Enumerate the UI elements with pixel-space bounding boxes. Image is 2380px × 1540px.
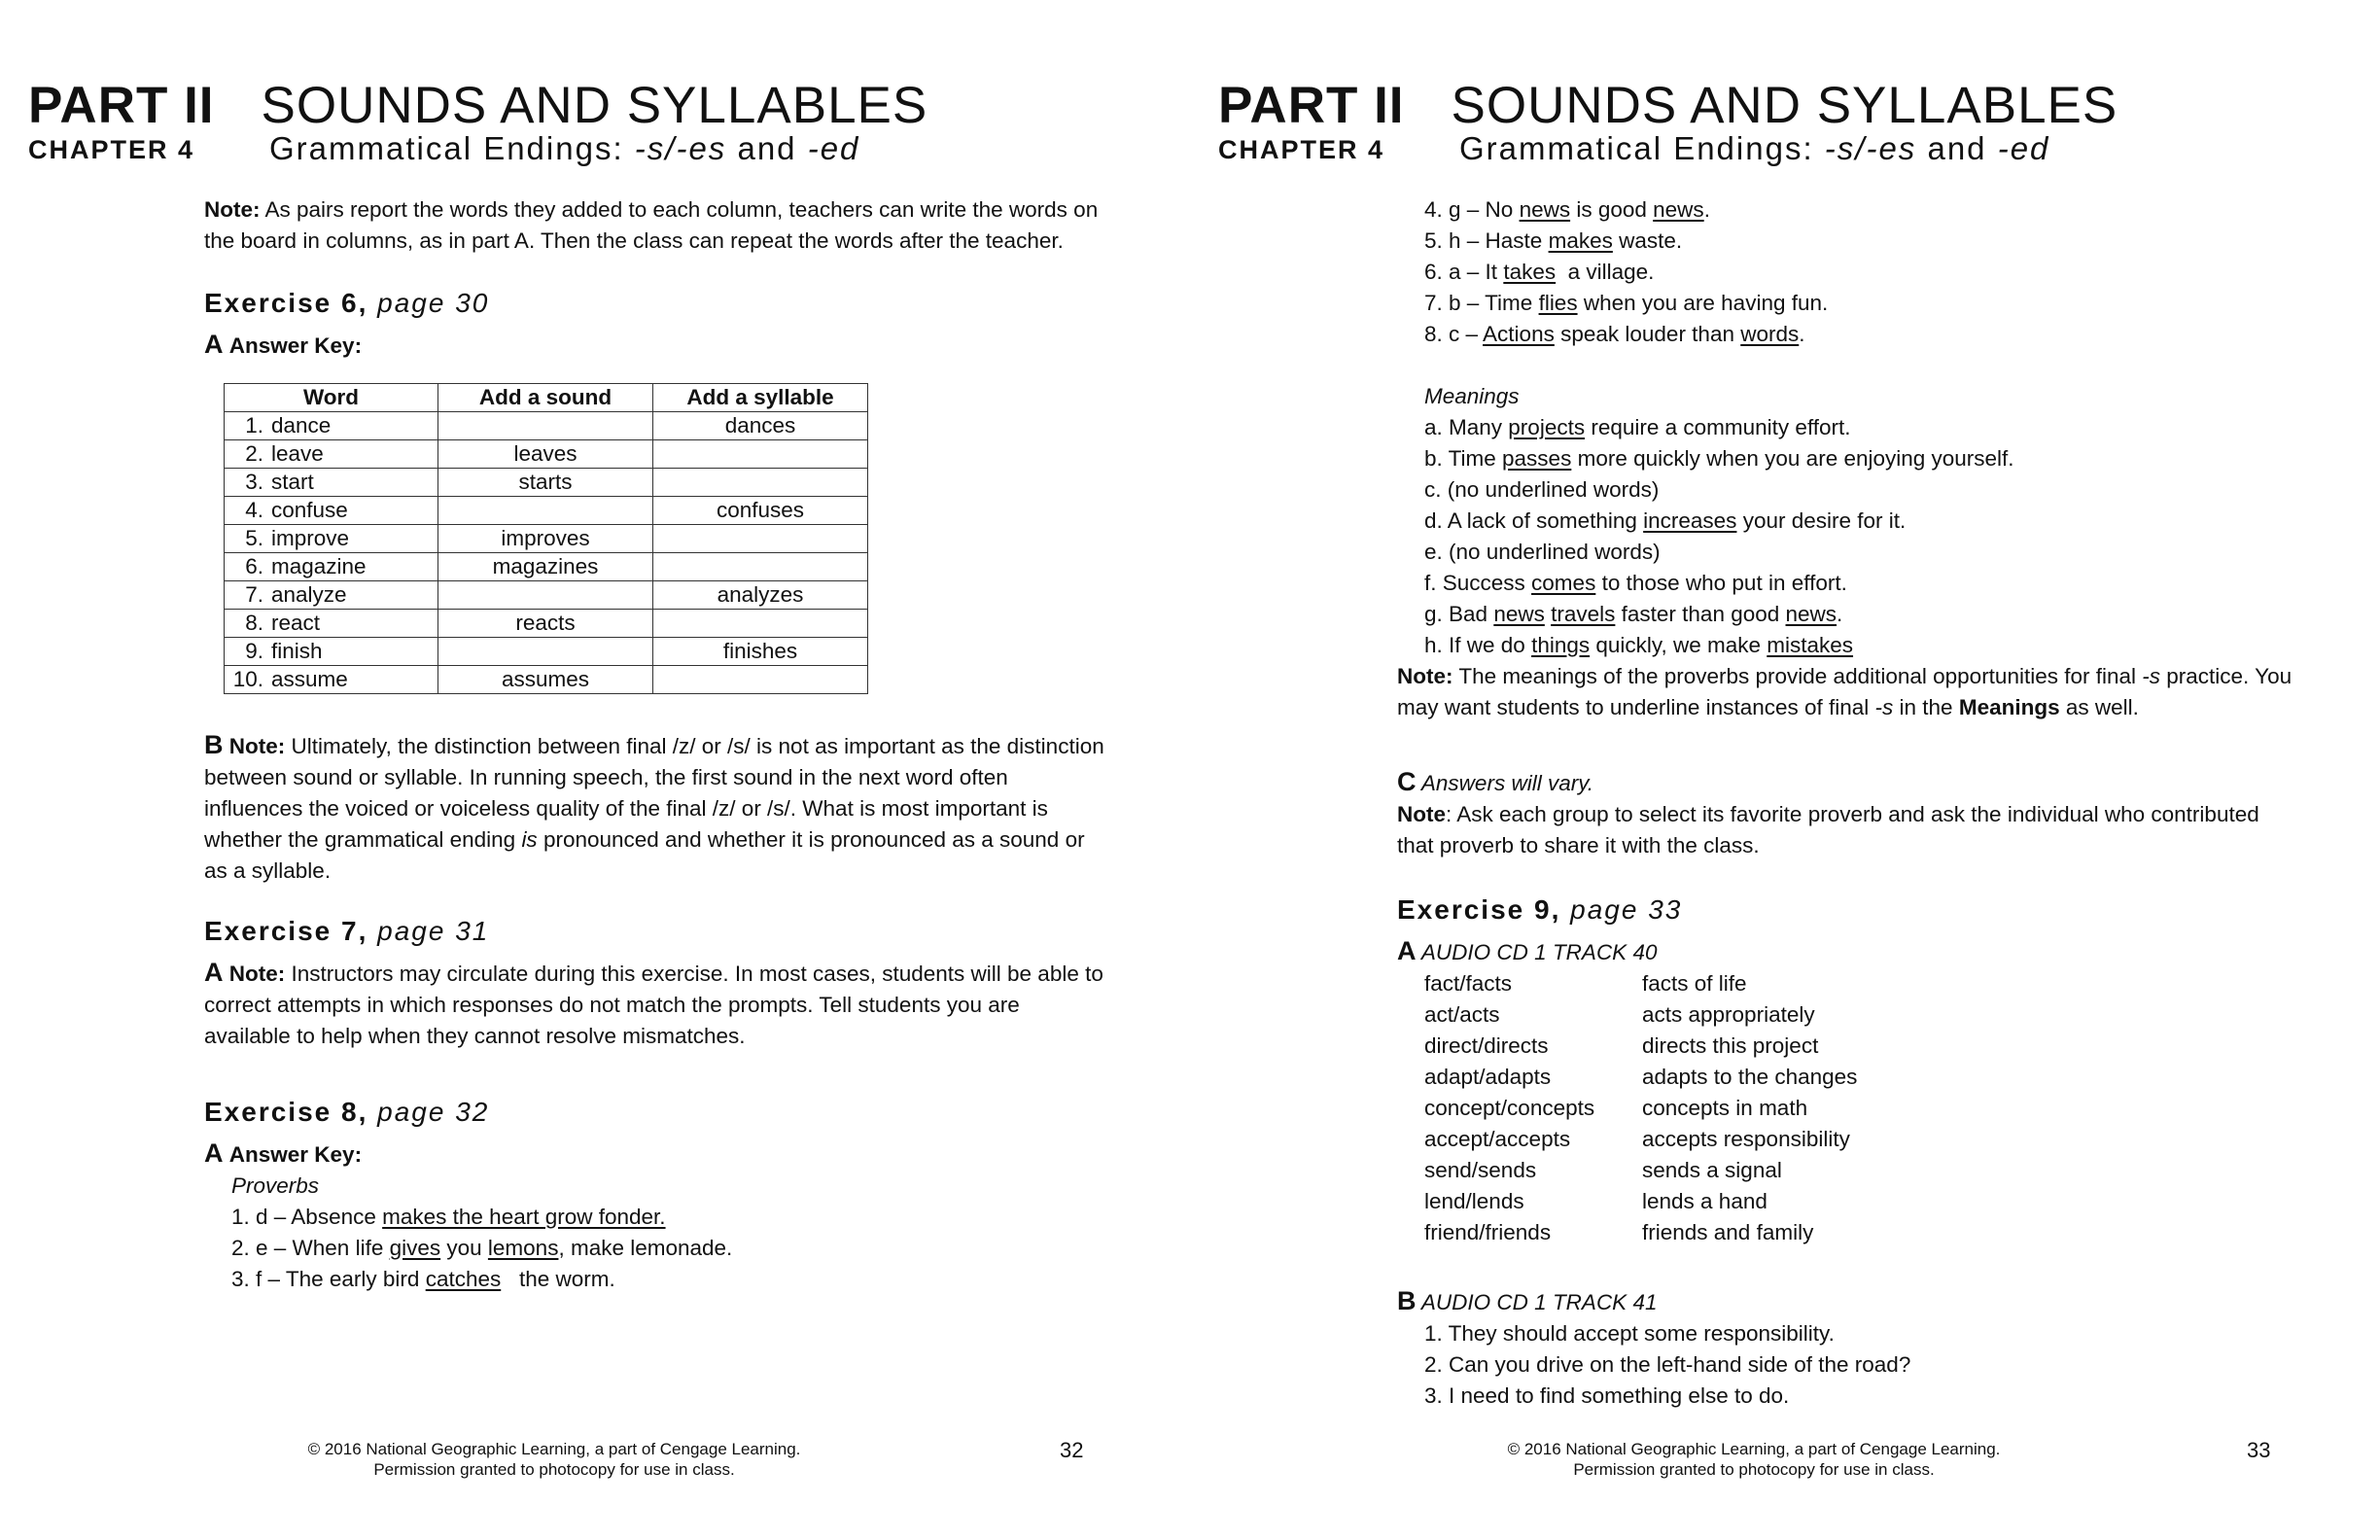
list-item: g. Bad news travels faster than good news. — [1424, 602, 1843, 626]
list-item: 7. b – Time flies when you are having fun. — [1424, 291, 1829, 315]
list-item: 2. e – When life gives you lemons, make lemonade. — [231, 1236, 733, 1260]
copyright-footer: © 2016 National Geographic Learning, a part of Cengage Learning. Permission granted to photocopy for use in class. — [307, 1440, 801, 1479]
proverbs-list-continued — [1397, 194, 2301, 661]
table-header: Add a syllable — [653, 384, 868, 412]
list-item: acts appropriately — [1642, 1002, 1815, 1027]
list-item: accepts responsibility — [1642, 1127, 1850, 1151]
table-row: 6. magazine magazines — [225, 553, 868, 581]
page-number: 33 — [2247, 1438, 2271, 1462]
list-item: concepts in math — [1642, 1096, 1808, 1120]
list-item: 2. Can you drive on the left-hand side of the road? — [1424, 1352, 1911, 1377]
list-item: c. (no underlined words) — [1424, 477, 1660, 502]
exercise-c-heading: C Answers will vary. — [1397, 767, 1594, 796]
list-item: 3. f – The early bird catches the worm. — [231, 1267, 615, 1291]
part-title: SOUNDS AND SYLLABLES — [1451, 77, 2118, 134]
list-item: 4. g – No news is good news. — [1424, 197, 1710, 222]
list-item: 3. I need to find something else to do. — [1424, 1383, 1790, 1408]
list-item: d. A lack of something increases your desire for it. — [1424, 508, 1907, 533]
exercise-8-heading: Exercise 8, page 32 — [204, 1097, 490, 1127]
chapter-header — [1218, 130, 2050, 166]
copyright-footer: © 2016 National Geographic Learning, a part of Cengage Learning. Permission granted to photocopy for use in class. — [1507, 1440, 2001, 1479]
list-item: f. Success comes to those who put in effort. — [1424, 571, 1847, 595]
chapter-title: Grammatical Endings: -s/-es and -ed — [269, 130, 860, 166]
exercise-6-b-note: B Note: Ultimately, the distinction between final /z/ or /s/ is not as important as the distinction between sound or syllable. In running speech, the first sound in the next word often influences the voiced or voiceless quality of the final /z/ or /s/. What is most important is whether the grammatical ending is pronounced and whether it is pronounced as a sound or as a syllable. — [204, 730, 1104, 883]
table-header: Add a sound — [438, 384, 653, 412]
list-item: directs this project — [1642, 1033, 1819, 1058]
left-content — [204, 194, 1108, 1295]
part-title: SOUNDS AND SYLLABLES — [261, 77, 928, 134]
meanings-label: Meanings — [1424, 384, 1520, 408]
table-row: 4. confuse confuses — [225, 497, 868, 525]
list-item: e. (no underlined words) — [1424, 540, 1661, 564]
table-row: 3. start starts — [225, 469, 868, 497]
list-item: concept/concepts — [1424, 1096, 1595, 1120]
part-label: PART II — [28, 77, 215, 134]
list-item: 5. h – Haste makes waste. — [1424, 228, 1683, 253]
list-item: 6. a – It takes a village. — [1424, 260, 1655, 284]
list-item: h. If we do things quickly, we make mistakes — [1424, 633, 1854, 657]
list-item: facts of life — [1642, 971, 1747, 996]
list-item: b. Time passes more quickly when you are enjoying yourself. — [1424, 446, 2014, 471]
exercise-6-heading: Exercise 6, page 30 — [204, 288, 490, 318]
list-item: send/sends — [1424, 1158, 1537, 1182]
table-row: 9. finish finishes — [225, 638, 868, 666]
list-item: friend/friends — [1424, 1220, 1552, 1244]
list-item: fact/facts — [1424, 971, 1513, 996]
exercise-7-a-note: A Note: Instructors may circulate during this exercise. In most cases, students will be able to correct attempts in which responses do not match the prompts. Tell students you are available to help when they cannot resolve mismatches. — [204, 958, 1103, 1048]
exercise-9-heading: Exercise 9, page 33 — [1397, 894, 1683, 925]
part-label: PART II — [1218, 77, 1405, 134]
list-item: lend/lends — [1424, 1189, 1524, 1213]
word-phrase-list — [1397, 968, 2301, 1248]
exercise-8-a-label: A Answer Key: — [204, 1138, 363, 1168]
table-header: Word — [225, 384, 438, 412]
right-page — [1190, 0, 2380, 1540]
proverbs-label: Proverbs — [231, 1173, 320, 1198]
list-item: a. Many projects require a community effort. — [1424, 415, 1851, 439]
list-item: 1. They should accept some responsibility. — [1424, 1321, 1835, 1346]
chapter-header — [28, 130, 860, 166]
sentence-list — [1397, 1318, 2301, 1412]
table-row: 2. leave leaves — [225, 440, 868, 469]
chapter-label: CHAPTER 4 — [28, 135, 195, 164]
list-item: sends a signal — [1642, 1158, 1782, 1182]
table-row: 7. analyze analyzes — [225, 581, 868, 610]
list-item: direct/directs — [1424, 1033, 1549, 1058]
chapter-label: CHAPTER 4 — [1218, 135, 1385, 164]
page-number: 32 — [1060, 1438, 1084, 1462]
exercise-6-a-label: A Answer Key: — [204, 330, 363, 359]
list-item: 1. d – Absence makes the heart grow fonder. — [231, 1205, 666, 1229]
list-item: adapts to the changes — [1642, 1065, 1858, 1089]
list-item: lends a hand — [1642, 1189, 1768, 1213]
list-item: 8. c – Actions speak louder than words. — [1424, 322, 1805, 346]
list-item: adapt/adapts — [1424, 1065, 1552, 1089]
exercise-9-a-label: A AUDIO CD 1 TRACK 40 — [1397, 936, 1658, 965]
intro-note: Note: As pairs report the words they added to each column, teachers can write the words on the board in columns, as in part A. Then the class can repeat the words after the teacher. — [204, 197, 1099, 253]
table-row: 10. assume assumes — [225, 666, 868, 694]
chapter-title: Grammatical Endings: -s/-es and -ed — [1459, 130, 2050, 166]
exercise-c-note: Note: Ask each group to select its favorite proverb and ask the individual who contributed that proverb to share it with the class. — [1397, 802, 2259, 858]
list-item: act/acts — [1424, 1002, 1500, 1027]
table-row: 1. dance dances — [225, 412, 868, 440]
table-row: 5. improve improves — [225, 525, 868, 553]
list-item: accept/accepts — [1424, 1127, 1571, 1151]
list-item: friends and family — [1642, 1220, 1814, 1244]
answer-key-table — [224, 383, 868, 694]
proverbs-list — [204, 1171, 1108, 1295]
exercise-7-heading: Exercise 7, page 31 — [204, 916, 490, 946]
page-header — [1218, 76, 2118, 135]
page-header — [28, 76, 928, 135]
meanings-note: Note: The meanings of the proverbs provide additional opportunities for final -s practice. You may want students to underline instances of final -s in the Meanings as well. — [1397, 664, 2292, 719]
right-content — [1397, 194, 2301, 1412]
exercise-9-b-label: B AUDIO CD 1 TRACK 41 — [1397, 1286, 1658, 1315]
table-row: 8. react reacts — [225, 610, 868, 638]
